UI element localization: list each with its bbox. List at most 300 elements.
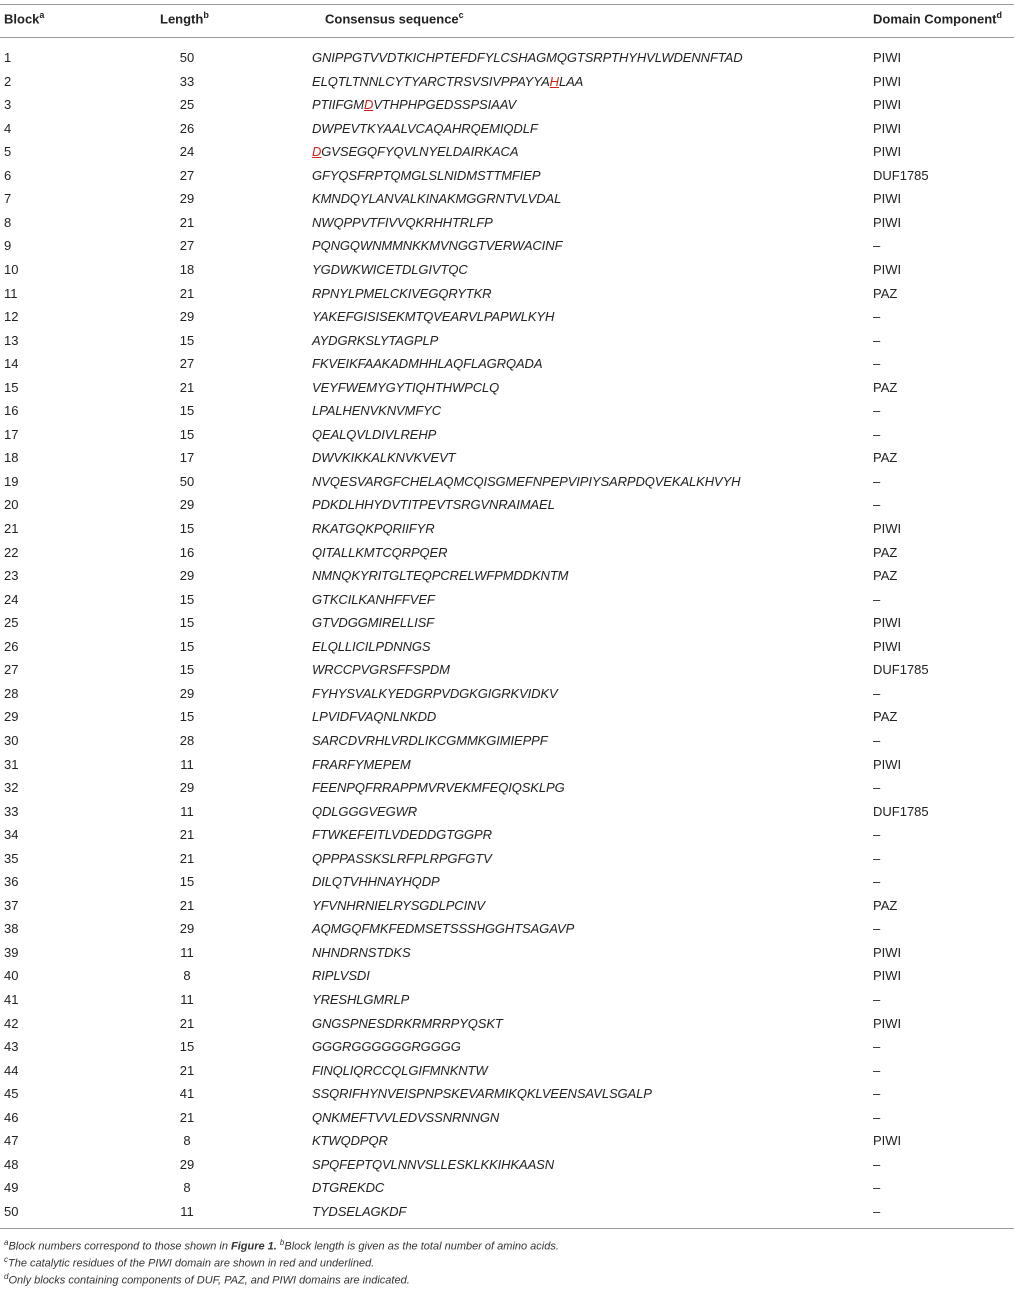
cell-length: 27	[179, 238, 195, 254]
footnote-a-sup: a	[4, 1238, 9, 1247]
sequence-segment: LPVIDFVAQNLNKDD	[312, 709, 437, 725]
cell-block: 20	[4, 497, 19, 513]
cell-domain: –	[873, 780, 881, 796]
sequence-segment: NWQPPVTFIVVQKRHHTRLFP	[312, 214, 493, 230]
table-row	[0, 682, 1016, 706]
cell-domain: –	[873, 332, 881, 348]
header-sequence-label: Consensus sequence	[325, 11, 459, 27]
cell-length: 15	[179, 332, 195, 348]
cell-block: 46	[4, 1109, 19, 1125]
table-row	[0, 1106, 1016, 1130]
table-row	[0, 611, 1016, 635]
cell-domain: –	[873, 1086, 881, 1102]
cell-length: 28	[179, 732, 195, 748]
cell-length: 29	[179, 780, 195, 796]
cell-block: 13	[4, 332, 19, 348]
table-row	[0, 917, 1016, 941]
cell-length: 11	[180, 944, 194, 960]
cell-length: 11	[180, 992, 194, 1007]
cell-domain: PIWI	[873, 521, 902, 536]
cell-domain: –	[873, 827, 881, 843]
cell-sequence	[312, 215, 493, 230]
sequence-segment: QITALLKMTCQRPQER	[312, 544, 448, 560]
cell-sequence	[312, 898, 485, 913]
sequence-segment: SSQRIFHYNVEISPNPSKEVARMIKQKLVEENSAVLSGALP	[312, 1086, 652, 1102]
cell-length: 15	[179, 426, 195, 442]
cell-domain: PAZ	[873, 568, 898, 584]
cell-block: 49	[4, 1180, 19, 1196]
cell-length: 29	[179, 1156, 195, 1172]
catalytic-residue: D	[364, 97, 374, 113]
table-top-rule	[0, 4, 1014, 5]
sequence-segment: GGGRGGGGGGRGGGG	[312, 1039, 461, 1055]
cell-domain: –	[873, 685, 881, 701]
sequence-segment: QPPPASSKSLRFPLRPGFGTV	[312, 850, 492, 866]
cell-sequence	[312, 615, 434, 630]
table-row	[0, 1200, 1016, 1224]
cell-sequence	[312, 1204, 406, 1219]
cell-sequence	[312, 733, 548, 748]
cell-block: 8	[4, 214, 12, 230]
cell-domain: –	[873, 1062, 881, 1078]
sequence-segment: FYHYSVALKYEDGRPVDGKGIGRKVIDKV	[312, 685, 558, 701]
table-row	[0, 588, 1016, 612]
cell-sequence	[312, 333, 438, 348]
table-row	[0, 1059, 1016, 1083]
sequence-segment: QDLGGGVEGWR	[312, 803, 418, 819]
cell-domain: –	[873, 426, 881, 442]
cell-length: 15	[179, 403, 195, 419]
sequence-segment: LAA	[558, 73, 584, 89]
footnote-d-sup: d	[4, 1272, 9, 1281]
cell-block: 37	[4, 897, 19, 913]
cell-domain: DUF1785	[873, 803, 929, 819]
cell-length: 29	[179, 497, 195, 513]
table-row	[0, 493, 1016, 517]
cell-sequence	[312, 757, 411, 772]
cell-sequence	[312, 450, 456, 465]
cell-sequence	[312, 1133, 388, 1148]
footnote-c-text: The catalytic residues of the PIWI domain are shown in red and underlined.	[8, 1257, 375, 1270]
sequence-segment: RPNYLPMELCKIVEGQRYTKR	[312, 285, 492, 301]
cell-length: 24	[179, 144, 195, 160]
cell-length: 11	[180, 1203, 194, 1219]
sequence-segment: FRARFYMEPEM	[312, 756, 411, 772]
cell-block: 35	[4, 850, 19, 866]
cell-block: 27	[4, 662, 19, 678]
cell-length: 21	[179, 1062, 195, 1078]
table-row	[0, 541, 1016, 565]
table-row	[0, 564, 1016, 588]
cell-domain: –	[873, 874, 881, 890]
cell-block: 5	[4, 144, 12, 160]
table-row	[0, 776, 1016, 800]
cell-domain: PAZ	[873, 379, 898, 395]
cell-domain: PIWI	[873, 144, 902, 160]
cell-domain: –	[873, 238, 881, 254]
sequence-segment: NHNDRNSTDKS	[312, 944, 411, 960]
sequence-segment: QEALQVLDIVLREHP	[312, 426, 437, 442]
cell-sequence	[312, 1180, 384, 1195]
footnote-b-text: Block length is given as the total number of amino acids.	[284, 1240, 559, 1253]
cell-block: 12	[4, 309, 19, 325]
cell-domain: PIWI	[873, 968, 902, 984]
cell-sequence	[312, 521, 435, 536]
cell-block: 17	[4, 426, 19, 442]
cell-domain: PAZ	[873, 897, 898, 913]
cell-domain: –	[873, 850, 881, 866]
cell-block: 24	[4, 591, 19, 607]
cell-length: 29	[179, 685, 195, 701]
cell-block: 15	[4, 379, 19, 395]
cell-sequence	[312, 592, 435, 607]
table-row	[0, 423, 1016, 447]
cell-sequence	[312, 709, 436, 724]
cell-sequence	[312, 286, 491, 301]
table-row	[0, 1012, 1016, 1036]
footnote-c-sup: c	[4, 1255, 8, 1264]
table-row	[0, 705, 1016, 729]
cell-length: 21	[179, 1015, 195, 1031]
table-row	[0, 517, 1016, 541]
cell-length: 15	[179, 591, 195, 607]
sequence-segment: DWVKIKKALKNVKVEVT	[312, 450, 456, 466]
cell-block: 29	[4, 709, 19, 725]
table-row	[0, 894, 1016, 918]
sequence-segment: GNGSPNESDRKRMRRPYQSKT	[312, 1015, 503, 1031]
footnote-a	[4, 1238, 559, 1253]
header-length	[160, 10, 209, 26]
cell-block: 44	[4, 1062, 19, 1078]
table-row	[0, 234, 1016, 258]
header-sequence-sup: c	[458, 10, 464, 20]
cell-block: 41	[4, 992, 19, 1007]
cell-length: 29	[179, 921, 195, 937]
cell-sequence	[312, 851, 492, 866]
cell-length: 21	[179, 850, 195, 866]
sequence-segment: AQMGQFMKFEDMSETSSSHGGHTSAGAVP	[312, 921, 575, 937]
cell-sequence	[312, 356, 542, 371]
cell-domain: PIWI	[873, 944, 902, 960]
table-row	[0, 282, 1016, 306]
table-row	[0, 753, 1016, 777]
sequence-segment: PTIIFGM	[312, 97, 365, 113]
cell-block: 28	[4, 685, 19, 701]
footnote-a-text: Block numbers correspond to those shown in	[8, 1240, 232, 1253]
cell-block: 33	[4, 803, 19, 819]
sequence-segment: WRCCPVGRSFFSPDM	[312, 662, 450, 678]
cell-block: 39	[4, 944, 19, 960]
cell-domain: DUF1785	[873, 167, 929, 183]
cell-sequence	[312, 639, 430, 654]
table-row	[0, 164, 1016, 188]
cell-domain: PAZ	[873, 709, 898, 725]
cell-block: 31	[4, 756, 19, 772]
cell-block: 10	[4, 261, 19, 277]
cell-sequence	[312, 945, 411, 960]
cell-length: 15	[179, 874, 195, 890]
sequence-segment: PDKDLHHYDVTITPEVTSRGVNRAIMAEL	[312, 497, 555, 513]
sequence-segment: NVQESVARGFCHELAQMCQISGMEFNPEPVIPIYSARPDQVEKALKHVYH	[312, 473, 741, 489]
cell-sequence	[312, 427, 436, 442]
table-row	[0, 117, 1016, 141]
header-length-sup: b	[203, 10, 209, 20]
cell-length: 25	[179, 97, 195, 113]
cell-length: 21	[179, 214, 195, 230]
table-row	[0, 964, 1016, 988]
cell-block: 9	[4, 238, 12, 254]
cell-block: 50	[4, 1203, 19, 1219]
table-row	[0, 941, 1016, 965]
cell-block: 34	[4, 827, 19, 843]
footnote-b-sup: b	[279, 1238, 285, 1247]
cell-sequence	[312, 968, 370, 983]
cell-block: 40	[4, 968, 19, 984]
cell-sequence	[312, 50, 743, 65]
sequence-segment: NMNQKYRITGLTEQPCRELWFPMDDKNTM	[312, 568, 569, 584]
cell-block: 3	[4, 97, 12, 113]
table-row	[0, 446, 1016, 470]
sequence-segment: GFYQSFRPTQMGLSLNIDMSTTMFIEP	[312, 167, 541, 183]
cell-length: 15	[179, 1039, 195, 1055]
table-row	[0, 1035, 1016, 1059]
cell-length: 21	[179, 897, 195, 913]
cell-block: 23	[4, 568, 19, 584]
table-row	[0, 305, 1016, 329]
sequence-segment: QNKMEFTVVLEDVSSNRNNGN	[312, 1109, 500, 1125]
cell-length: 18	[179, 261, 195, 277]
sequence-segment: DILQTVHHNAYHQDP	[312, 874, 440, 890]
sequence-segment: GNIPPGTVVDTKICHPTEFDFYLCSHAGMQGTSRPTHYHVLWDENNFTAD	[312, 50, 743, 65]
sequence-segment: YAKEFGISISEKMTQVEARVLPAPWLKYH	[312, 309, 555, 325]
cell-length: 50	[179, 473, 195, 489]
header-block-label: Block	[4, 11, 40, 27]
cell-domain: –	[873, 309, 881, 325]
sequence-segment: AYDGRKSLYTAGPLP	[312, 332, 439, 348]
cell-domain: PIWI	[873, 756, 902, 772]
cell-length: 21	[179, 379, 195, 395]
table-row	[0, 399, 1016, 423]
cell-domain: –	[873, 473, 881, 489]
table-row	[0, 352, 1016, 376]
cell-domain: PIWI	[873, 615, 902, 631]
table-row	[0, 870, 1016, 894]
footnote-c	[4, 1255, 374, 1270]
table-row	[0, 847, 1016, 871]
cell-domain: PIWI	[873, 191, 902, 207]
cell-length: 15	[179, 521, 195, 536]
sequence-segment: SARCDVRHLVRDLIKCGMMKGIMIEPPF	[312, 732, 548, 748]
cell-length: 15	[179, 709, 195, 725]
table-row	[0, 1153, 1016, 1177]
cell-block: 47	[4, 1133, 19, 1149]
cell-domain: PIWI	[873, 73, 902, 89]
sequence-segment: GVSEGQFYQVLNYELDAIRKACA	[321, 144, 519, 160]
cell-length: 17	[179, 450, 195, 466]
cell-sequence	[312, 827, 492, 842]
table-row	[0, 658, 1016, 682]
cell-domain: PIWI	[873, 97, 902, 113]
cell-domain: PAZ	[873, 285, 898, 301]
table-row	[0, 329, 1016, 353]
cell-block: 18	[4, 450, 19, 466]
sequence-segment: FINQLIQRCCQLGIFMNKNTW	[312, 1062, 488, 1078]
cell-sequence	[312, 497, 555, 512]
cell-sequence	[312, 545, 447, 560]
cell-domain: –	[873, 732, 881, 748]
cell-length: 29	[179, 309, 195, 325]
cell-length: 27	[179, 356, 195, 372]
table-row	[0, 988, 1016, 1012]
cell-length: 29	[179, 568, 195, 584]
cell-length: 21	[179, 1109, 195, 1125]
table-row	[0, 1129, 1016, 1153]
cell-length: 16	[179, 544, 195, 560]
cell-sequence	[312, 780, 565, 795]
cell-domain: –	[873, 591, 881, 607]
header-domain	[873, 10, 1002, 26]
cell-domain: –	[873, 1180, 881, 1196]
cell-block: 32	[4, 780, 19, 796]
cell-sequence	[312, 804, 417, 819]
cell-domain: –	[873, 1203, 881, 1219]
cell-sequence	[312, 686, 558, 701]
sequence-segment: RKATGQKPQRIIFYR	[312, 521, 435, 536]
cell-block: 22	[4, 544, 19, 560]
sequence-segment: KMNDQYLANVALKINAKMGGRNTVLVDAL	[312, 191, 562, 207]
cell-domain: PIWI	[873, 1015, 902, 1031]
sequence-segment: SPQFEPTQVLNNVSLLESKLKKIHKAASN	[312, 1156, 555, 1172]
table-row	[0, 823, 1016, 847]
cell-length: 8	[183, 1180, 191, 1196]
table-row	[0, 635, 1016, 659]
cell-domain: PAZ	[873, 450, 898, 466]
sequence-segment: PQNGQWNMMNKKMVNGGTVERWACINF	[312, 238, 563, 254]
table-row	[0, 800, 1016, 824]
cell-sequence	[312, 1157, 554, 1172]
header-length-label: Length	[160, 11, 204, 27]
cell-sequence	[312, 1086, 652, 1101]
header-block	[4, 10, 44, 26]
cell-block: 11	[4, 285, 18, 301]
cell-sequence	[312, 144, 518, 159]
cell-block: 19	[4, 473, 19, 489]
cell-sequence	[312, 121, 538, 136]
sequence-segment: GTVDGGMIRELLISF	[312, 615, 435, 631]
sequence-segment: DWPEVTKYAALVCAQAHRQEMIQDLF	[312, 120, 538, 136]
catalytic-residue: D	[312, 144, 322, 160]
cell-sequence	[312, 1063, 488, 1078]
sequence-segment: RIPLVSDI	[312, 968, 370, 984]
catalytic-residue: H	[549, 73, 559, 89]
cell-domain: DUF1785	[873, 662, 929, 678]
table-header-rule	[0, 37, 1014, 38]
cell-block: 38	[4, 921, 19, 937]
cell-domain: –	[873, 497, 881, 513]
cell-length: 11	[180, 803, 194, 819]
table-row	[0, 46, 1016, 70]
header-domain-sup: d	[996, 10, 1002, 20]
cell-length: 8	[183, 1133, 191, 1149]
cell-sequence	[312, 74, 583, 89]
cell-sequence	[312, 568, 568, 583]
sequence-segment: DTGREKDC	[312, 1180, 385, 1196]
cell-block: 16	[4, 403, 19, 419]
cell-block: 14	[4, 356, 19, 372]
sequence-segment: TYDSELAGKDF	[312, 1203, 407, 1219]
table-bottom-rule	[0, 1228, 1014, 1229]
cell-domain: PAZ	[873, 544, 898, 560]
sequence-segment: LPALHENVKNVMFYC	[312, 403, 442, 419]
table-row	[0, 376, 1016, 400]
cell-domain: –	[873, 403, 881, 419]
cell-domain: –	[873, 1039, 881, 1055]
sequence-segment: YGDWKWICETDLGIVTQC	[312, 261, 468, 277]
cell-domain: –	[873, 921, 881, 937]
table-row	[0, 470, 1016, 494]
cell-sequence	[312, 1039, 461, 1054]
footnote-d	[4, 1272, 410, 1287]
sequence-segment: GTKCILKANHFFVEF	[312, 591, 435, 607]
cell-block: 42	[4, 1015, 19, 1031]
cell-length: 29	[179, 191, 195, 207]
cell-domain: –	[873, 992, 881, 1007]
cell-sequence	[312, 662, 450, 677]
sequence-segment: KTWQDPQR	[312, 1133, 388, 1149]
footnote-d-text: Only blocks containing components of DUF, PAZ, and PIWI domains are indicated.	[8, 1274, 410, 1287]
sequence-segment: ELQLLICILPDNNGS	[312, 638, 431, 654]
cell-domain: PIWI	[873, 120, 902, 136]
cell-length: 15	[179, 615, 195, 631]
table-row	[0, 1176, 1016, 1200]
cell-sequence	[312, 380, 499, 395]
cell-block: 36	[4, 874, 19, 890]
cell-sequence	[312, 1110, 499, 1125]
cell-sequence	[312, 921, 574, 936]
cell-sequence	[312, 262, 468, 277]
cell-block: 25	[4, 615, 19, 631]
sequence-segment: FKVEIKFAAKADMHHLAQFLAGRQADA	[312, 356, 543, 372]
cell-length: 41	[179, 1086, 195, 1102]
cell-length: 21	[179, 285, 195, 301]
cell-block: 2	[4, 73, 12, 89]
cell-block: 26	[4, 638, 19, 654]
table-row	[0, 140, 1016, 164]
cell-block: 4	[4, 120, 12, 136]
header-block-sup: a	[39, 10, 45, 20]
cell-block: 30	[4, 732, 19, 748]
sequence-segment: VEYFWEMYGYTIQHTHWPCLQ	[312, 379, 500, 395]
table-row	[0, 258, 1016, 282]
cell-block: 48	[4, 1156, 19, 1172]
table-row	[0, 1082, 1016, 1106]
cell-block: 21	[4, 521, 19, 536]
footnote-a-figure-ref: Figure 1.	[231, 1240, 277, 1253]
table-row	[0, 187, 1016, 211]
cell-length: 50	[179, 50, 195, 65]
cell-block: 7	[4, 191, 12, 207]
cell-sequence	[312, 309, 554, 324]
table-row	[0, 729, 1016, 753]
cell-domain: PIWI	[873, 214, 902, 230]
cell-domain: PIWI	[873, 1133, 902, 1149]
cell-sequence	[312, 403, 441, 418]
cell-domain: PIWI	[873, 50, 902, 65]
cell-sequence	[312, 874, 440, 889]
sequence-segment: ELQTLTNNLCYTYARCTRSVSIVPPAYYA	[312, 73, 550, 89]
cell-length: 15	[179, 662, 195, 678]
cell-sequence	[312, 191, 561, 206]
